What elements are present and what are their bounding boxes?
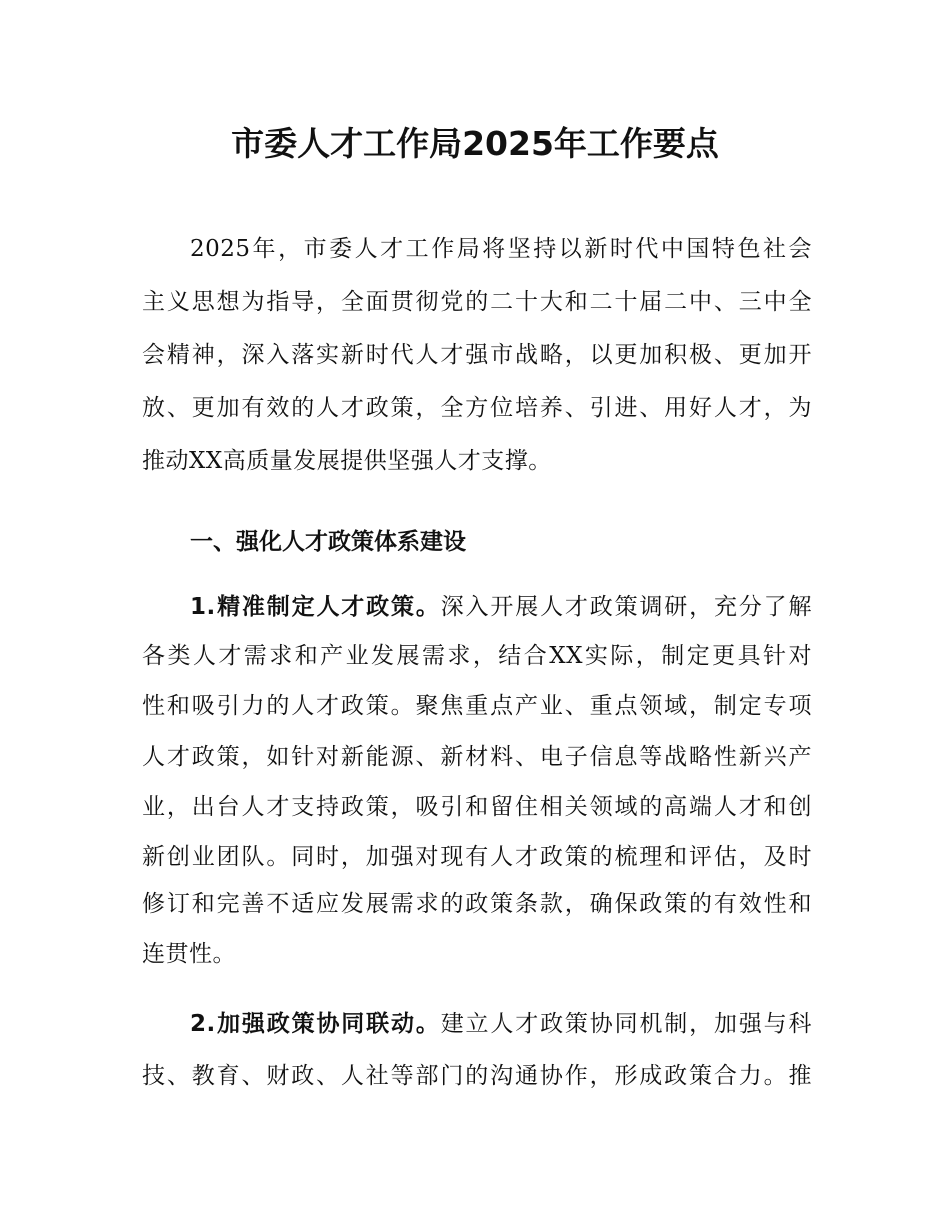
intro-line: 放、更加有效的人才政策，全方位培养、引进、用好人才，为	[142, 395, 812, 421]
item1-line: 业，出台人才支持政策，吸引和留住相关领域的高端人才和创	[142, 794, 812, 820]
intro-line: 会精神，深入落实新时代人才强市战略，以更加积极、更加开	[142, 342, 812, 368]
item1-line: 性和吸引力的人才政策。聚焦重点产业、重点领域，制定专项	[142, 693, 812, 719]
section-heading: 一、强化人才政策体系建设	[190, 529, 466, 555]
item2-title: 2.加强政策协同联动。	[190, 1011, 441, 1037]
item1-line: 新创业团队。同时，加强对现有人才政策的梳理和评估，及时	[142, 844, 812, 870]
item1-first-line	[190, 588, 812, 621]
item2-first-line	[190, 1005, 812, 1038]
item1-title: 1.精准制定人才政策。	[190, 594, 441, 620]
intro-line: 主义思想为指导，全面贯彻党的二十大和二十届二中、三中全	[142, 289, 812, 315]
intro-line: 2025年，市委人才工作局将坚持以新时代中国特色社会	[190, 236, 812, 262]
item2-text: 建立人才政策协同机制，加强与科	[440, 1011, 812, 1037]
intro-line: 推动XX高质量发展提供坚强人才支撑。	[142, 448, 552, 474]
item2-line: 技、教育、财政、人社等部门的沟通协作，形成政策合力。推	[142, 1063, 812, 1089]
document-title: 市委人才工作局2025年工作要点	[231, 124, 719, 163]
item1-line: 人才政策，如针对新能源、新材料、电子信息等战略性新兴产	[142, 744, 812, 770]
item1-text: 深入开展人才政策调研，充分了解	[440, 594, 812, 620]
item1-line: 连贯性。	[142, 941, 236, 967]
item1-line: 各类人才需求和产业发展需求，结合XX实际，制定更具针对	[142, 643, 812, 669]
item1-line: 修订和完善不适应发展需求的政策条款，确保政策的有效性和	[142, 891, 812, 917]
